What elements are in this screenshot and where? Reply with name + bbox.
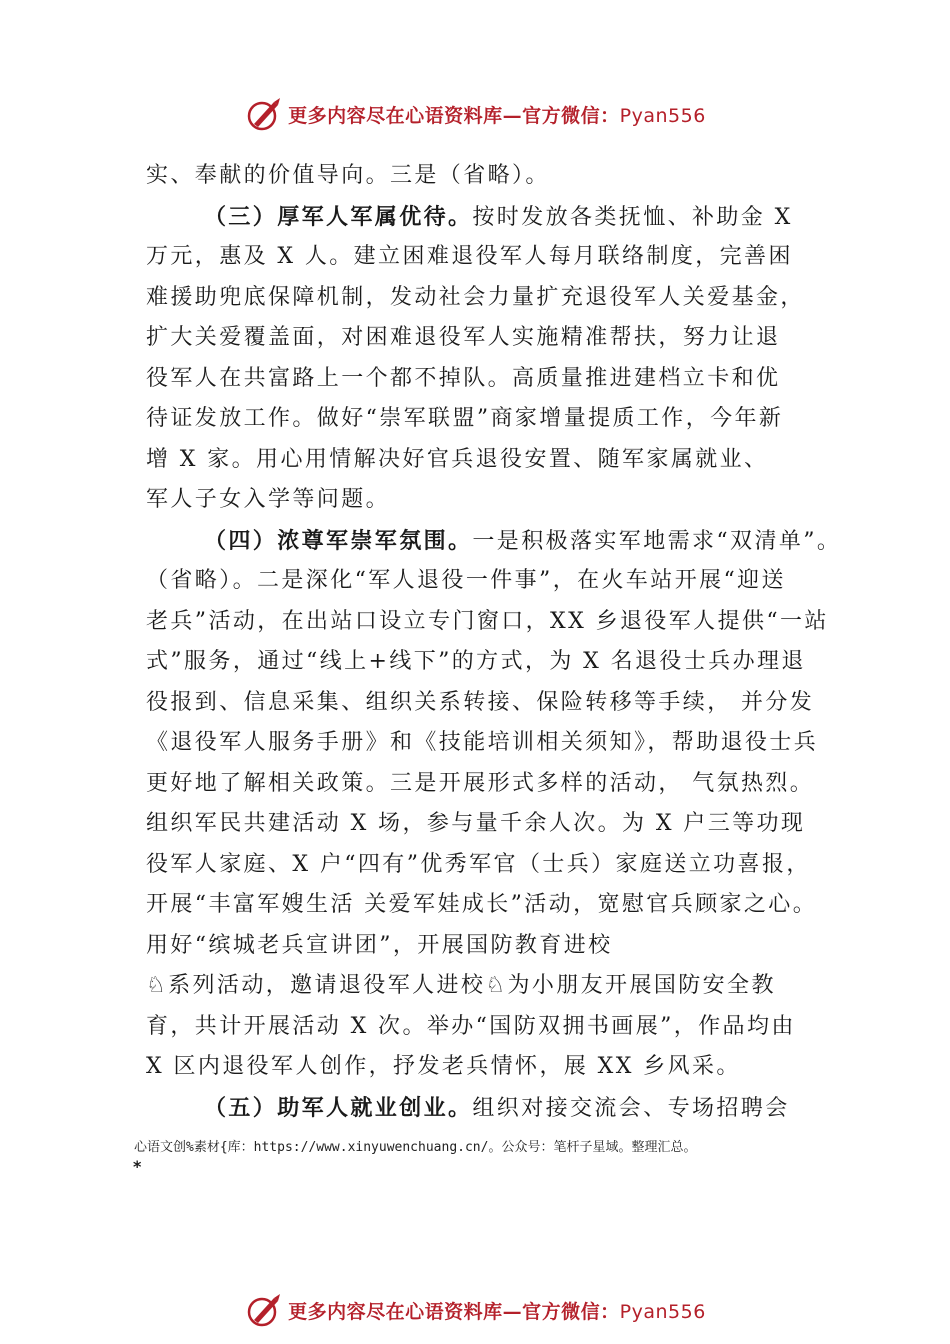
- text-line: 增 X 家。用心用情解决好官兵退役安置、随军家属就业、: [146, 446, 769, 472]
- text-line: 育，共计开展活动 X 次。举办“国防双拥书画展”，作品均由: [146, 1013, 796, 1039]
- text-line: 更好地了解相关政策。三是开展形式多样的活动， 气氛热烈。: [146, 770, 815, 796]
- banner-text: 更多内容尽在心语资料库—官方微信：Pyan556: [288, 104, 706, 127]
- text-line: X 区内退役军人创作，抒发老兵情怀，展 XX 乡风采。: [146, 1054, 741, 1079]
- banner-text: 更多内容尽在心语资料库—官方微信：Pyan556: [288, 1300, 706, 1323]
- text-line: 老兵”活动，在出站口设立专门窗口，XX 乡退役军人提供“一站: [146, 608, 829, 634]
- text-line: 役军人家庭、X 户“四有”优秀军官（士兵）家庭送立功喜报，: [146, 851, 811, 877]
- text-line: 《退役军人服务手册》和《技能培训相关须知》，帮助退役士兵: [146, 730, 819, 755]
- section-heading: （四）浓尊军崇军氛围。: [204, 527, 473, 554]
- text-line: 难援助兜底保障机制，发动社会力量扩充退役军人关爱基金，: [146, 284, 805, 310]
- text-line: 万元，惠及 X 人。建立困难退役军人每月联络制度，完善困: [146, 244, 793, 269]
- pen-logo-icon: [244, 94, 284, 134]
- text-line: 役军人在共富路上一个都不掉队。高质量推进建档立卡和优: [146, 365, 781, 391]
- text-line: （省略）。二是深化“军人退役一件事”，在火车站开展“迎送: [146, 568, 786, 593]
- footer-banner: [0, 1290, 950, 1330]
- text-line: （五）助军人就业创业。组织对接交流会、专场招聘会: [204, 1094, 790, 1121]
- header-banner: [0, 94, 950, 134]
- text-line: 开展“丰富军嫂生活 关爱军娃成长”活动，宽慰官兵顾家之心。: [146, 892, 818, 917]
- text-line: （三）厚军人军属优待。按时发放各类抚恤、补助金 X: [204, 203, 793, 230]
- text-line: 实、奉献的价值导向。三是（省略）。: [146, 163, 550, 188]
- section-heading: （三）厚军人军属优待。: [204, 203, 473, 230]
- text-line: 用好“缤城老兵宣讲团”，开展国防教育进校: [146, 932, 613, 958]
- text-line: 待证发放工作。做好“崇军联盟”商家增量提质工作，今年新: [146, 406, 784, 431]
- document-body: [146, 156, 846, 1128]
- text-line: 扩大关爱覆盖面，对困难退役军人实施精准帮扶，努力让退: [146, 325, 781, 350]
- source-footnote: 心语文创%素材{库：https://www.xinyuwenchuang.cn/。公众号：笔杆子星域。整理汇总。: [134, 1140, 697, 1155]
- asterisk-mark: *: [133, 1157, 142, 1176]
- text-line: 组织军民共建活动 X 场，参与量千余人次。为 X 户三等功现: [146, 811, 806, 836]
- text-line: 式”服务，通过“线上+线下”的方式，为 X 名退役士兵办理退: [146, 649, 806, 674]
- section-heading: （五）助军人就业创业。: [204, 1094, 473, 1121]
- text-line: （四）浓尊军崇军氛围。一是积极落实军地需求“双清单”。: [204, 527, 842, 554]
- pen-logo-icon: [244, 1290, 284, 1330]
- text-line: ♘系列活动，邀请退役军人进校♘为小朋友开展国防安全教: [146, 973, 776, 998]
- text-line: 役报到、信息采集、组织关系转接、保险转移等手续， 并分发: [146, 689, 815, 715]
- text-line: 军人子女入学等问题。: [146, 487, 391, 512]
